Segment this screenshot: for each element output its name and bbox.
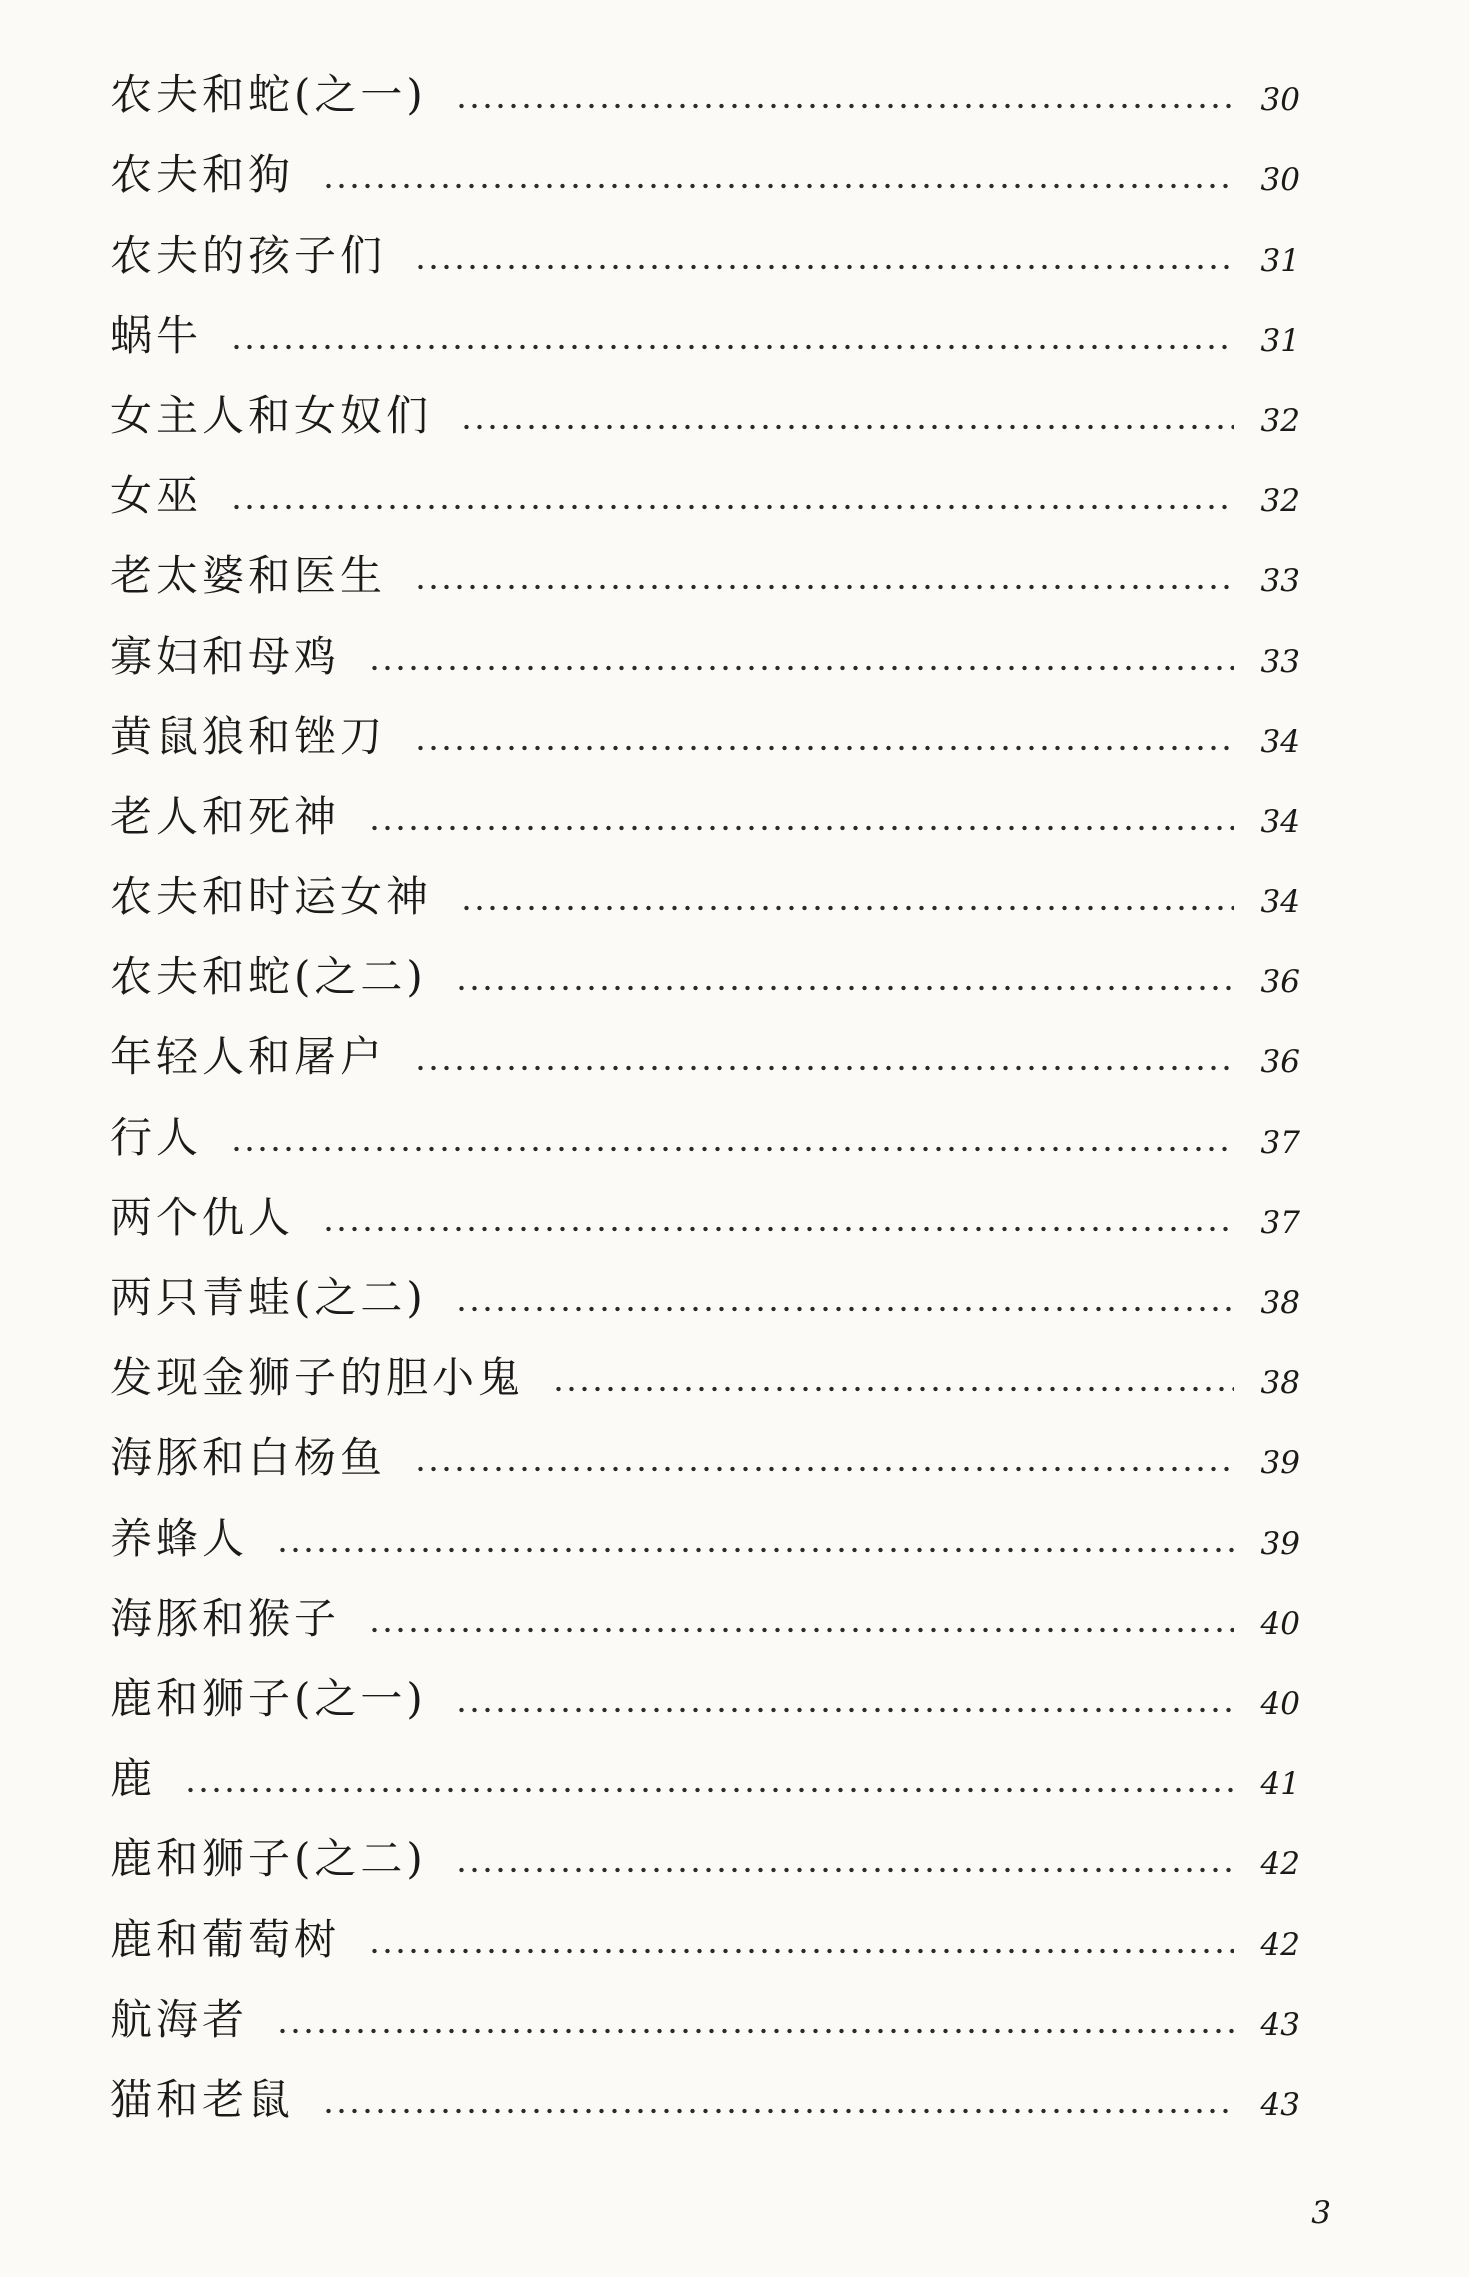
- toc-entry: [110, 780, 1300, 860]
- toc-entry-title: 农夫和狗: [110, 150, 295, 200]
- toc-entry-page: 40: [1260, 1605, 1300, 1642]
- dot-leader: [414, 1065, 1234, 1071]
- toc-entry-title: 海豚和猴子: [110, 1593, 341, 1643]
- toc-entry: [110, 1020, 1300, 1100]
- dot-leader: [455, 103, 1234, 109]
- dot-leader: [455, 985, 1234, 991]
- toc-entry-title: 鹿和狮子(之二): [110, 1834, 427, 1884]
- dot-leader: [276, 2028, 1234, 2034]
- dot-leader: [368, 825, 1234, 831]
- toc-entry-title: 老人和死神: [110, 791, 341, 841]
- toc-entry-title: 寡妇和母鸡: [110, 631, 341, 681]
- toc-entry-title: 老太婆和医生: [110, 551, 387, 601]
- toc-entry-page: 32: [1260, 483, 1300, 520]
- toc-entry-page: 34: [1260, 803, 1300, 840]
- toc-entry: [110, 539, 1300, 619]
- toc-entry-title: 年轻人和屠户: [110, 1032, 387, 1082]
- dot-leader: [230, 344, 1234, 350]
- toc-entry: [110, 379, 1300, 459]
- dot-leader: [414, 745, 1234, 751]
- toc-entry-page: 42: [1260, 1926, 1300, 1963]
- toc-entry-page: 30: [1260, 82, 1300, 119]
- toc-entry-page: 32: [1260, 402, 1300, 439]
- toc-entry: [110, 1100, 1300, 1180]
- dot-leader: [322, 183, 1234, 189]
- toc-entry-title: 养蜂人: [110, 1513, 249, 1563]
- dot-leader: [460, 424, 1234, 430]
- toc-entry: [110, 58, 1300, 138]
- toc-entry-title: 农夫的孩子们: [110, 230, 387, 280]
- toc-entry-title: 发现金狮子的胆小鬼: [110, 1353, 525, 1403]
- toc-entry-page: 39: [1260, 1445, 1300, 1482]
- toc-entry: [110, 1341, 1300, 1421]
- toc-entry: [110, 1501, 1300, 1581]
- toc-entry-page: 37: [1260, 1124, 1300, 1161]
- dot-leader: [414, 584, 1234, 590]
- toc-entry: [110, 1822, 1300, 1902]
- toc-entry: [110, 1421, 1300, 1501]
- toc-entry: [110, 299, 1300, 379]
- toc-entry: [110, 1261, 1300, 1341]
- toc-entry: [110, 138, 1300, 218]
- toc-entry-page: 41: [1260, 1766, 1300, 1803]
- toc-entry: [110, 1582, 1300, 1662]
- toc-entry-title: 航海者: [110, 1994, 249, 2044]
- toc-entry-title: 农夫和蛇(之二): [110, 952, 427, 1002]
- toc-entry-title: 鹿和狮子(之一): [110, 1673, 427, 1723]
- dot-leader: [414, 264, 1234, 270]
- toc-entry-title: 猫和老鼠: [110, 2074, 295, 2124]
- toc-entry: [110, 860, 1300, 940]
- toc-entry: [110, 700, 1300, 780]
- toc-entry-page: 42: [1260, 1846, 1300, 1883]
- toc-entry-title: 女巫: [110, 471, 203, 521]
- toc-entry-title: 农夫和时运女神: [110, 872, 433, 922]
- toc-entry-title: 黄鼠狼和锉刀: [110, 711, 387, 761]
- toc-entry-page: 34: [1260, 884, 1300, 921]
- toc-entry-title: 鹿和葡萄树: [110, 1914, 341, 1964]
- toc-entry: [110, 1983, 1300, 2063]
- dot-leader: [368, 665, 1234, 671]
- dot-leader: [368, 1627, 1234, 1633]
- toc-entry: [110, 1902, 1300, 1982]
- dot-leader: [455, 1867, 1234, 1873]
- toc-entry-page: 33: [1260, 563, 1300, 600]
- dot-leader: [322, 2108, 1234, 2114]
- dot-leader: [368, 1948, 1234, 1954]
- toc-entry-page: 43: [1260, 2086, 1300, 2123]
- toc-entry-page: 31: [1260, 242, 1300, 279]
- toc-entry: [110, 1742, 1300, 1822]
- toc-entry: [110, 940, 1300, 1020]
- dot-leader: [455, 1707, 1234, 1713]
- dot-leader: [322, 1226, 1234, 1232]
- toc-entry-title: 两个仇人: [110, 1192, 295, 1242]
- toc-entry-page: 30: [1260, 162, 1300, 199]
- toc-entry: [110, 619, 1300, 699]
- toc-entry-page: 37: [1260, 1204, 1300, 1241]
- toc-entry-title: 海豚和白杨鱼: [110, 1433, 387, 1483]
- toc-entry-page: 38: [1260, 1285, 1300, 1321]
- toc-entry-page: 40: [1260, 1685, 1300, 1722]
- toc-entry-title: 行人: [110, 1112, 203, 1162]
- toc-entry-page: 36: [1260, 964, 1300, 1001]
- dot-leader: [276, 1547, 1234, 1553]
- dot-leader: [230, 1146, 1234, 1152]
- toc-entry-page: 36: [1260, 1044, 1300, 1081]
- dot-leader: [455, 1306, 1234, 1312]
- page-number: 3: [1311, 2195, 1331, 2231]
- toc-entry-title: 两只青蛙(之二): [110, 1273, 427, 1322]
- toc-entry-page: 43: [1260, 2006, 1300, 2043]
- dot-leader: [184, 1787, 1234, 1793]
- toc-entry-title: 蜗牛: [110, 310, 203, 360]
- toc-entry: [110, 218, 1300, 298]
- toc-entry-title: 鹿: [110, 1754, 157, 1804]
- toc-entry-page: 39: [1260, 1525, 1300, 1562]
- dot-leader: [414, 1466, 1234, 1472]
- toc-entry: [110, 2063, 1300, 2143]
- toc-entry-page: 34: [1260, 723, 1300, 760]
- toc-entry-title: 女主人和女奴们: [110, 390, 433, 440]
- dot-leader: [460, 905, 1234, 911]
- toc-entry-page: 33: [1260, 643, 1300, 680]
- dot-leader: [230, 504, 1234, 510]
- dot-leader: [552, 1386, 1234, 1392]
- table-of-contents: [110, 58, 1300, 2143]
- toc-entry-page: 38: [1260, 1365, 1300, 1402]
- toc-entry-title: 农夫和蛇(之一): [110, 70, 427, 120]
- toc-entry-page: 31: [1260, 322, 1300, 359]
- toc-entry: [110, 459, 1300, 539]
- toc-entry: [110, 1662, 1300, 1742]
- toc-entry: [110, 1181, 1300, 1261]
